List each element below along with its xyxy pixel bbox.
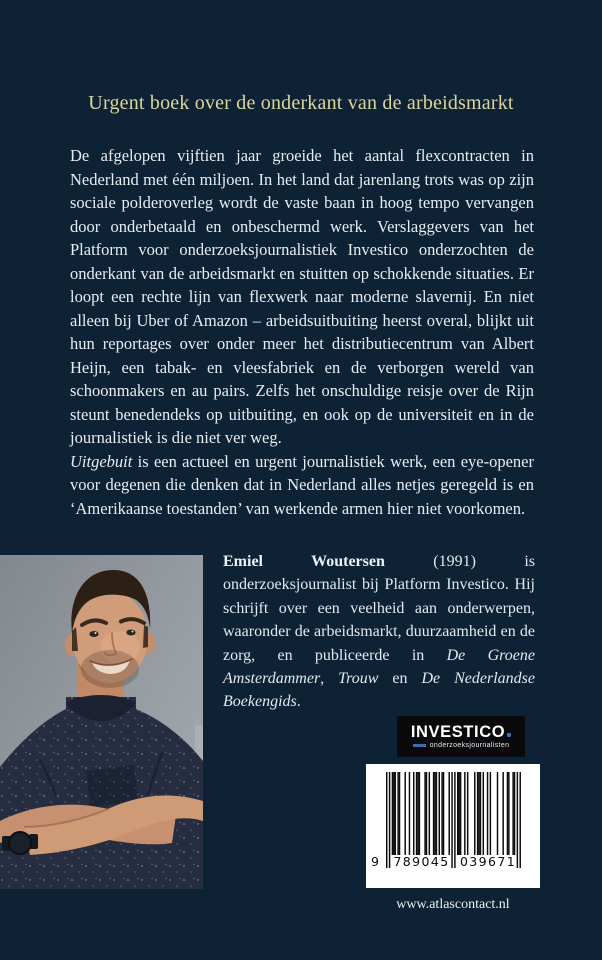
investico-tagline-row xyxy=(413,742,510,749)
blurb-paragraph-2-text: is een actueel en urgent journalistiek werk, een eye-opener voor degenen die denken dat in Nederland alles netjes geregeld is en ‘Amerikaanse toestanden’ van werkende armen hier niet voorkomen. xyxy=(70,451,534,518)
investico-accent-dash-icon xyxy=(413,744,426,747)
publication-title: Trouw xyxy=(338,670,379,688)
investico-tagline: onderzoeksjournalisten xyxy=(429,742,510,749)
bio-separator: en xyxy=(378,670,422,688)
bio-text: (1991) is onderzoeksjournalist bij Platform Investico. Hij schrijft over een veelheid aan onderwerpen, waaronder de arbeidsmarkt, duurzaamheid en de zorg, en publiceerde in xyxy=(223,553,535,664)
publication-title: De Groene Amsterdammer xyxy=(223,646,535,688)
author-photo xyxy=(0,555,203,889)
publisher-website: www.atlascontact.nl xyxy=(396,897,510,912)
investico-logo xyxy=(397,716,525,757)
isbn-group-1: 789045 xyxy=(393,854,450,869)
blurb xyxy=(70,144,534,520)
publication-title: De Nederlandse Boekengids xyxy=(223,670,535,711)
headline: Urgent boek over de onderkant van de arbeidsmarkt xyxy=(88,92,514,114)
blurb-paragraph-1: De afgelopen vijftien jaar groeide het aantal flexcontracten in Nederland met één miljoen. In het land dat jarenlang trots was op zijn sociale polderoverleg wordt de vaste baan in hoog tempo vervangen door onderbetaald en onbeschermd werk. Verslaggevers van het Platform voor onderzoeksjournalistiek Investico onderzochten de onderkant van de arbeidsmarkt en stuitten op schokkende situaties. Er loopt een rechte lijn van flexwerk naar moderne slavernij. En niet alleen bij Uber of Amazon – arbeidsuitbuiting heerst overal, blijkt uit hun reportages over onder meer het distributiecentrum van Albert Heijn, een tabak- en vleesfabriek en de verborgen wereld van schoonmakers en au pairs. Zelfs het onschuldige reisje over de Rijn steunt benedendeks op uitbuiting, en ook op de universiteit en in de journalistiek is die niet ver weg. xyxy=(70,146,534,447)
investico-name: INVESTICO xyxy=(410,723,506,741)
investico-accent-dot-icon xyxy=(507,733,511,737)
isbn-group-2: 039671 xyxy=(459,854,517,869)
bio-separator: , xyxy=(320,670,339,688)
book-title-italic: Uitgebuit xyxy=(70,451,133,471)
isbn-lead-digit: 9 xyxy=(371,854,379,869)
investico-wordmark xyxy=(411,724,511,740)
author-portrait-illustration xyxy=(0,555,203,889)
bio-period: . xyxy=(296,693,301,711)
blurb-paragraph-2 xyxy=(70,450,534,521)
author-name: Emiel Woutersen xyxy=(223,553,385,570)
author-bio xyxy=(223,550,535,714)
isbn-barcode xyxy=(366,764,540,888)
